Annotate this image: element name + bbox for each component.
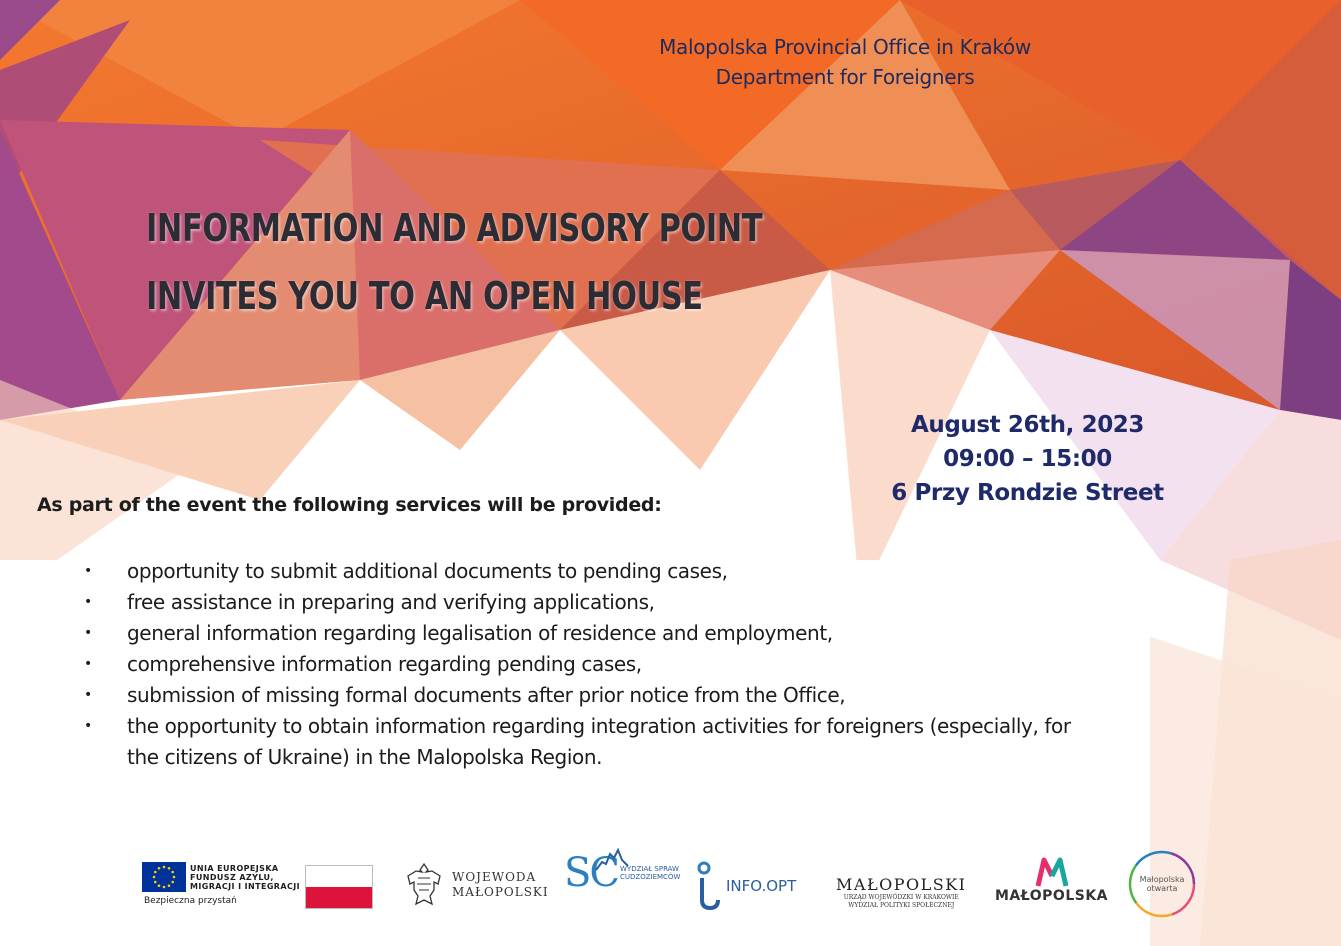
eagle-emblem-icon — [404, 862, 444, 908]
castle-icon — [594, 848, 630, 872]
info-opt-logo — [696, 860, 796, 912]
eu-line-1: UNIA EUROPEJSKA — [190, 863, 279, 873]
info-person-icon — [696, 860, 724, 912]
wojewoda-logo — [404, 862, 549, 908]
bullet-icon: • — [84, 563, 92, 579]
malopolski-line-1: MAŁOPOLSKI — [836, 875, 967, 894]
event-date: August 26th, 2023 — [910, 412, 1145, 438]
service-text: the opportunity to obtain information regarding integration activities for foreigners (especially, for the citizens of Ukraine) in the Malopolska Region. — [127, 714, 1071, 769]
malopolski-office-logo — [836, 876, 967, 910]
partner-logos — [0, 840, 1341, 930]
headline — [146, 194, 762, 330]
service-text: general information regarding legalisation of residence and employment, — [127, 621, 833, 645]
malopolska-otwarta-logo — [1126, 848, 1198, 920]
sc-line-2: CUDZOZIEMCÓW — [620, 873, 681, 881]
bullet-icon: • — [84, 718, 92, 734]
bullet-icon: • — [84, 687, 92, 703]
service-text: free assistance in preparing and verifying applications, — [127, 590, 655, 614]
event-details — [880, 408, 1175, 510]
info-opt-text: INFO.OPT — [726, 877, 797, 895]
eu-tagline: Bezpieczna przystań — [144, 896, 237, 906]
eu-fund-text — [190, 864, 300, 891]
bullet-icon: • — [84, 625, 92, 641]
malopolski-line-2: URZĄD WOJEWÓDZKI W KRAKOWIE — [843, 894, 959, 901]
headline-line-1: INFORMATION AND ADVISORY POINT — [146, 206, 763, 250]
event-time: 09:00 – 15:00 — [943, 446, 1112, 472]
list-item — [84, 556, 1084, 587]
service-text: submission of missing formal documents after prior notice from the Office, — [127, 683, 846, 707]
sc-line-1: WYDZIAŁ SPRAW — [620, 865, 679, 873]
eu-line-2: FUNDUSZ AZYLU, — [190, 872, 274, 882]
list-item — [84, 587, 1084, 618]
malopolska-region-logo — [995, 856, 1108, 904]
poland-flag-icon — [305, 865, 373, 909]
list-item — [84, 680, 1084, 711]
wojewoda-line-2: MAŁOPOLSKI — [452, 885, 549, 899]
otwarta-text — [1126, 875, 1198, 893]
list-item — [84, 618, 1084, 649]
eu-line-3: MIGRACJI I INTEGRACJI — [190, 881, 300, 891]
sc-mark: SC — [564, 850, 619, 896]
sc-logo — [564, 850, 680, 896]
eu-fund-logo — [142, 862, 300, 906]
headline-line-2: INVITES YOU TO AN OPEN HOUSE — [146, 274, 703, 318]
service-text: comprehensive information regarding pending cases, — [127, 652, 642, 676]
services-intro: As part of the event the following services will be provided: — [37, 494, 662, 516]
bullet-icon: • — [84, 594, 92, 610]
m-mark-icon — [1035, 856, 1069, 888]
department-name: Department for Foreigners — [715, 65, 975, 89]
service-text: opportunity to submit additional documents to pending cases, — [127, 559, 728, 583]
list-item — [84, 649, 1084, 680]
list-item — [84, 711, 1084, 773]
office-heading — [600, 32, 1090, 92]
malopolski-line-3: WYDZIAŁ POLITYKI SPOŁECZNEJ — [848, 902, 955, 909]
office-name: Malopolska Provincial Office in Kraków — [659, 35, 1031, 59]
otwarta-line-1: Małopolska — [1139, 875, 1185, 884]
bullet-icon: • — [84, 656, 92, 672]
event-address: 6 Przy Rondzie Street — [891, 480, 1164, 506]
malopolska-text: MAŁOPOLSKA — [995, 888, 1109, 904]
otwarta-line-2: otwarta — [1146, 884, 1178, 893]
eu-flag-icon — [142, 862, 186, 892]
services-list — [84, 556, 1084, 773]
wojewoda-line-1: WOJEWODA — [452, 870, 537, 884]
